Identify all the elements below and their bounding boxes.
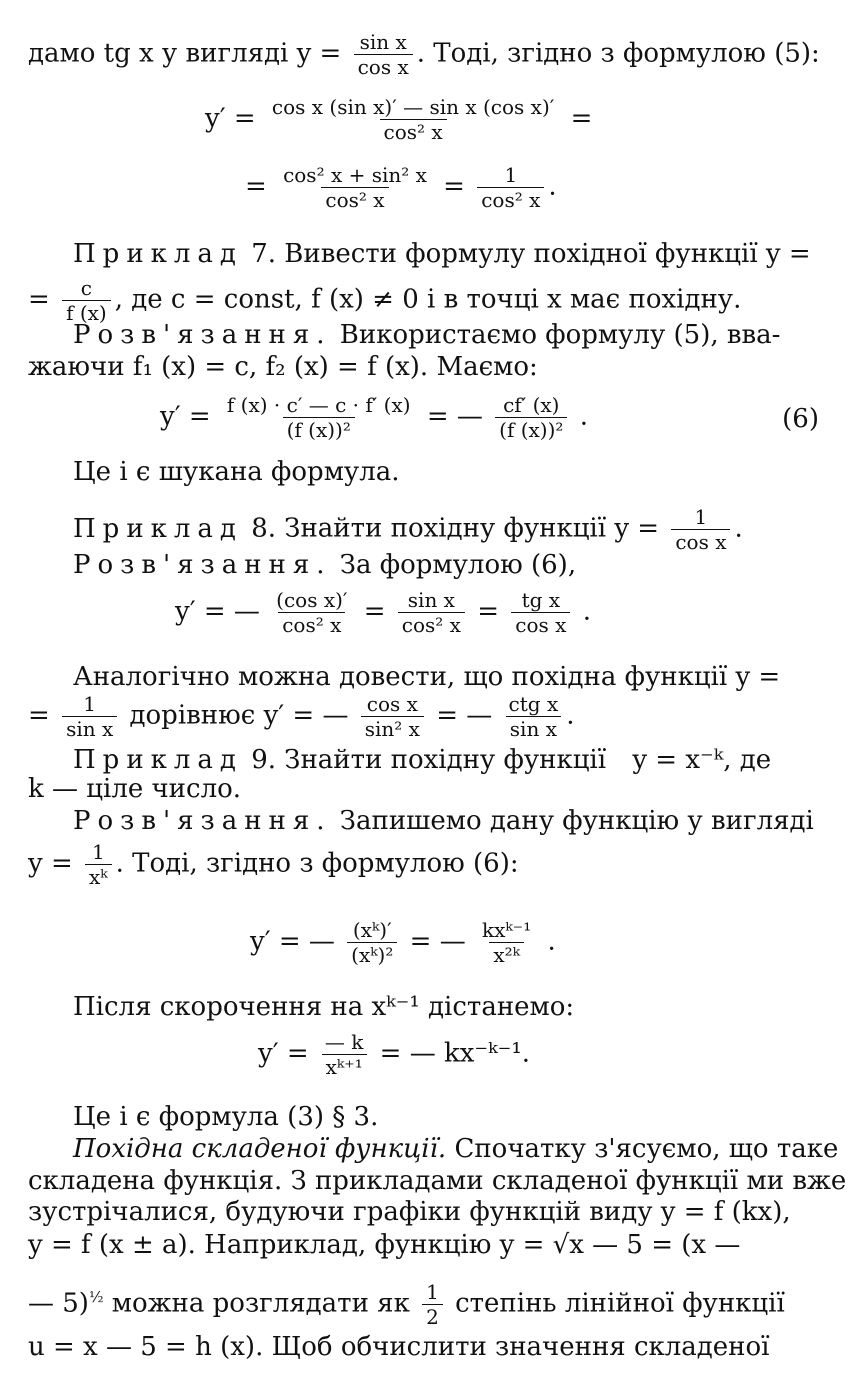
fraction: $\frac{\text{sin x}}{\text{cos x}}$ bbox=[354, 30, 413, 79]
solution-9-line: Розв'язання. Запишемо дану функцію у вигляді bbox=[73, 806, 814, 836]
solution-8-line: Розв'язання. За формулою (6), bbox=[73, 550, 577, 580]
analog-line: Аналогічно можна довести, що похідна функції y = bbox=[73, 662, 781, 692]
fraction: kxᵏ⁻¹ x²ᵏ bbox=[481, 918, 532, 967]
equation-2: = $\frac{\text{cos² x + sin² x}}{\text{cos² x}}$ = $\frac{1}{\text{cos² x}}$ . bbox=[245, 163, 557, 212]
example-7-line: Приклад 7. Вивести формулу похідної функції y = bbox=[73, 239, 811, 269]
example-7-line-2: = $\frac{c}{f (x)}$ , де c = const, f (x) ≠ 0 і в точці x має похідну. bbox=[28, 276, 742, 325]
conclusion-2: Це і є формула (3) § 3. bbox=[73, 1102, 379, 1132]
fraction: $\frac{1}{\text{sin x}}$ bbox=[62, 692, 117, 741]
conclusion-1: Це і є шукана формула. bbox=[73, 457, 400, 487]
composite-line-2: складена функція. З прикладами складеної функції ми вже bbox=[28, 1166, 847, 1196]
fraction: $\frac{1}{\text{cos² x}}$ bbox=[477, 163, 544, 212]
composite-line-5: — 5)$^{\frac{1}{2}}$ можна розглядати як $\frac{1}{2}$ степінь лінійної функції bbox=[28, 1280, 785, 1330]
fraction: $\frac{cf' (x)}{\text{(f (x))²}}$ bbox=[495, 393, 567, 442]
composite-line-6: u = x — 5 = h (x). Щоб обчислити значення складеної bbox=[28, 1332, 770, 1362]
fraction: $\frac{\text{cos x (sin x)′ — sin x (cos x)′}}{\text{cos² x}}$ bbox=[271, 95, 555, 144]
fraction: ctg x sin x bbox=[505, 692, 563, 741]
fraction: $\frac{\text{cos² x + sin² x}}{\text{cos² x}}$ bbox=[283, 163, 427, 212]
fraction: $\frac{1}{2}$ bbox=[422, 1280, 443, 1329]
fraction: $\frac{\text{(cos x)′}}{\text{cos² x}}$ bbox=[276, 588, 348, 637]
equation-9: y′ = — $\frac{\text{(xᵏ)′}}{\text{(xᵏ)²}}$ = — kxᵏ⁻¹ x²ᵏ . bbox=[250, 918, 556, 967]
fraction: $\frac{f (x) \cdot c' — c \cdot f' (x)}{\text{(f (x))²}}$ bbox=[226, 393, 411, 442]
fraction: $\frac{c}{f (x)}$ bbox=[62, 276, 111, 325]
solution-9-line-2: y = $\frac{1}{\text{xᵏ}}$ . Тоді, згідно з формулою (6): bbox=[28, 840, 519, 889]
composite-title-line: Похідна складеної функції. Спочатку з'ясуємо, що таке bbox=[73, 1134, 839, 1164]
fraction: $\frac{\text{tg x}}{\text{cos x}}$ bbox=[511, 588, 570, 637]
equation-6: y′ = $\frac{f (x) \cdot c' — c \cdot f' (x)}{\text{(f (x))²}}$ = — $\frac{cf' (x)}{\text{(f (x))²}}$ . bbox=[160, 393, 588, 442]
fraction: $\frac{1}{\text{xᵏ}}$ bbox=[85, 840, 112, 889]
analog-line-2: = $\frac{1}{\text{sin x}}$ дорівнює y′ = — $\frac{\text{cos x}}{\text{sin² x}}$ = — ctg x sin x . bbox=[28, 692, 575, 741]
equation-10: y′ = $\frac{— k}{\text{xᵏ⁺¹}}$ = — kx⁻ᵏ⁻¹. bbox=[258, 1030, 531, 1079]
fraction: $\frac{— k}{\text{xᵏ⁺¹}}$ bbox=[321, 1030, 367, 1079]
equation-number: (6) bbox=[782, 404, 819, 434]
equation-8: y′ = — $\frac{\text{(cos x)′}}{\text{cos² x}}$ = $\frac{\text{sin x}}{\text{cos² x}}$ = $\frac{\text{tg x}}{\text{cos x}}$ . bbox=[175, 588, 591, 637]
example-8-line: Приклад 8. Знайти похідну функції y = $\frac{1}{\text{cos x}}$ . bbox=[73, 505, 743, 554]
example-9-line-2: k — ціле число. bbox=[28, 774, 242, 804]
line-1: дамо tg x у вигляді y = $\frac{\text{sin x}}{\text{cos x}}$ . Тоді, згідно з формулою (5): bbox=[28, 30, 820, 79]
equation-1: y′ = $\frac{\text{cos x (sin x)′ — sin x (cos x)′}}{\text{cos² x}}$ = bbox=[205, 95, 593, 144]
fraction: $\frac{\text{cos x}}{\text{sin² x}}$ bbox=[361, 692, 424, 741]
after-reduction: Після скорочення на xᵏ⁻¹ дістанемо: bbox=[73, 992, 575, 1022]
solution-7-line-2: жаючи f₁ (x) = c, f₂ (x) = f (x). Маємо: bbox=[28, 352, 538, 382]
example-9-line: Приклад 9. Знайти похідну функції y = x⁻ᵏ, де bbox=[73, 745, 772, 775]
composite-line-4: y = f (x ± a). Наприклад, функцію y = √x — 5 = (x — bbox=[28, 1230, 741, 1260]
solution-7-line: Розв'язання. Використаємо формулу (5), вва- bbox=[73, 320, 781, 350]
fraction: $\frac{\text{(xᵏ)′}}{\text{(xᵏ)²}}$ bbox=[347, 918, 397, 967]
fraction: $\frac{1}{\text{cos x}}$ bbox=[671, 505, 730, 554]
composite-line-3: зустрічалися, будуючи графіки функцій виду y = f (kx), bbox=[28, 1197, 791, 1227]
fraction: $\frac{\text{sin x}}{\text{cos² x}}$ bbox=[398, 588, 465, 637]
